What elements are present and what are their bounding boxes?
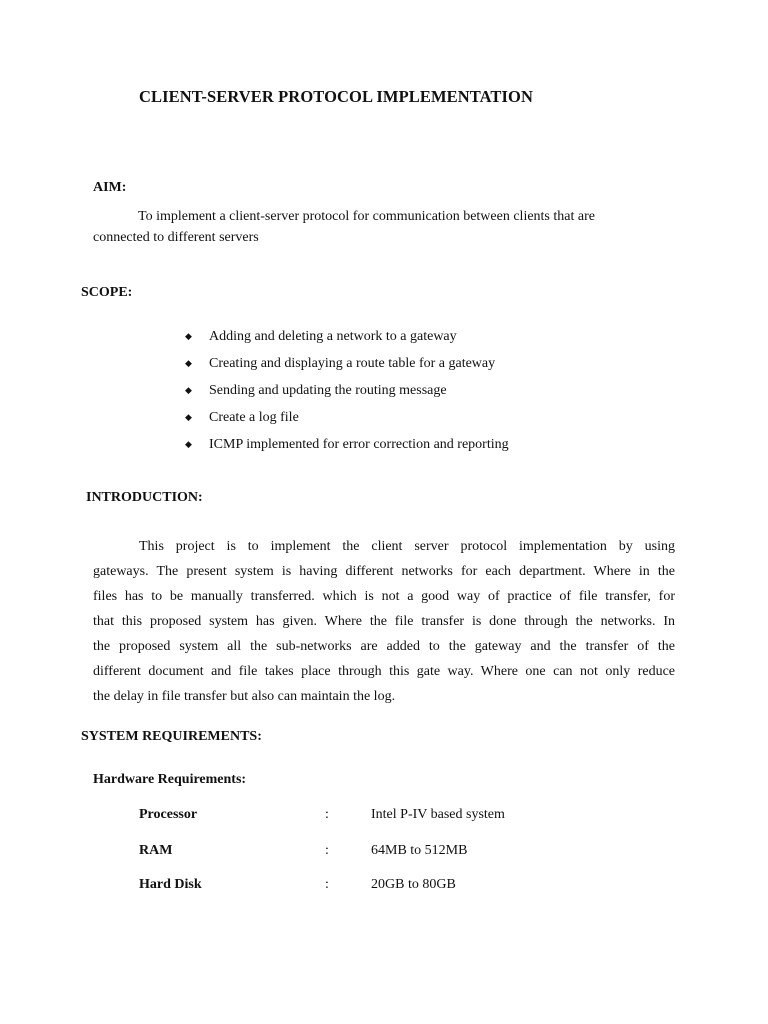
- diamond-bullet-icon: ◆: [185, 331, 192, 341]
- hardware-requirements-heading: Hardware Requirements:: [93, 772, 247, 787]
- scope-item-text: ICMP implemented for error correction and reporting: [209, 437, 509, 452]
- scope-list: [185, 326, 509, 461]
- hardware-row-hard-disk: [139, 877, 559, 899]
- hardware-colon: :: [325, 843, 329, 858]
- scope-heading: SCOPE:: [81, 285, 133, 300]
- page-title: CLIENT-SERVER PROTOCOL IMPLEMENTATION: [139, 87, 533, 106]
- scope-item-text: Create a log file: [209, 410, 299, 425]
- scope-item: [185, 353, 509, 380]
- hardware-label: RAM: [139, 843, 173, 858]
- diamond-bullet-icon: ◆: [185, 358, 192, 368]
- aim-line-1: To implement a client-server protocol for communication between clients that are: [138, 209, 595, 224]
- introduction-line: files has to be manually transferred. which is not a good way of practice of file transfer, for: [93, 589, 675, 604]
- introduction-paragraph: [93, 534, 675, 709]
- introduction-line: the proposed system all the sub-networks are added to the gateway and the transfer of the: [93, 639, 675, 654]
- scope-item: [185, 326, 509, 353]
- hardware-colon: :: [325, 807, 329, 822]
- scope-item: [185, 407, 509, 434]
- introduction-line: This project is to implement the client server protocol implementation by using: [139, 539, 675, 554]
- introduction-line: the delay in file transfer but also can maintain the log.: [93, 689, 396, 704]
- introduction-heading: INTRODUCTION:: [86, 490, 203, 505]
- introduction-line: that this proposed system has given. Where the file transfer is done through the networks. In: [93, 614, 675, 629]
- aim-line-2: connected to different servers: [93, 230, 259, 245]
- diamond-bullet-icon: ◆: [185, 412, 192, 422]
- diamond-bullet-icon: ◆: [185, 439, 192, 449]
- diamond-bullet-icon: ◆: [185, 385, 192, 395]
- system-requirements-heading: SYSTEM REQUIREMENTS:: [81, 729, 262, 744]
- hardware-row-ram: [139, 843, 559, 865]
- scope-item-text: Creating and displaying a route table for a gateway: [209, 356, 496, 371]
- hardware-row-processor: [139, 807, 559, 829]
- aim-paragraph: [93, 206, 653, 248]
- hardware-label: Hard Disk: [139, 877, 202, 892]
- hardware-colon: :: [325, 877, 329, 892]
- introduction-line: gateways. The present system is having different networks for each department. Where in the: [93, 564, 675, 579]
- hardware-value: Intel P-IV based system: [371, 807, 505, 822]
- scope-item-text: Sending and updating the routing message: [209, 383, 447, 398]
- scope-item-text: Adding and deleting a network to a gateway: [209, 329, 457, 344]
- aim-heading: AIM:: [93, 180, 127, 195]
- scope-item: [185, 434, 509, 461]
- scope-item: [185, 380, 509, 407]
- hardware-value: 20GB to 80GB: [371, 877, 456, 892]
- hardware-label: Processor: [139, 807, 198, 822]
- hardware-value: 64MB to 512MB: [371, 843, 468, 858]
- introduction-line: different document and file takes place through this gate way. Where one can not only reduce: [93, 664, 675, 679]
